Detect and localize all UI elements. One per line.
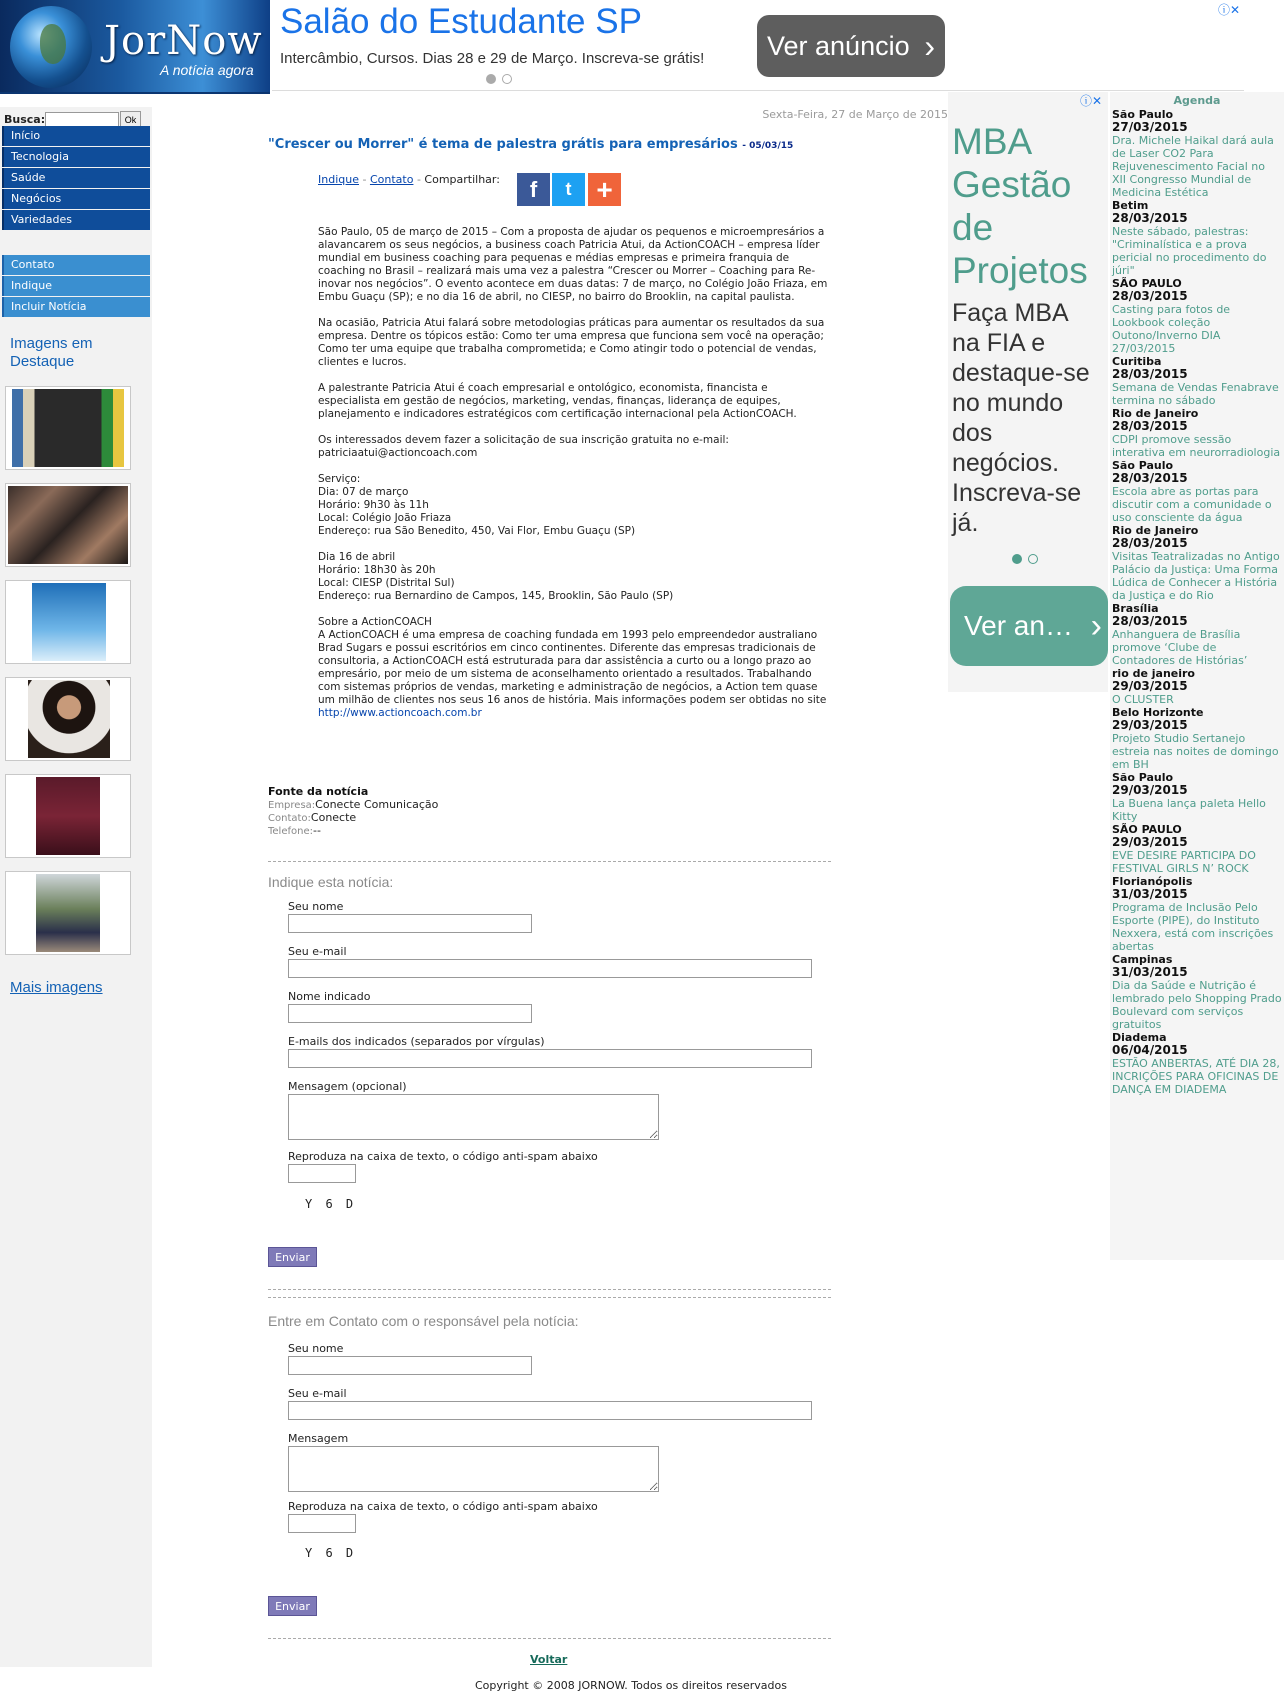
separator: - (362, 173, 370, 186)
article-title (268, 137, 848, 152)
agenda-event-date: 31/03/2015 (1112, 965, 1188, 979)
featured-image-thumb[interactable] (5, 774, 131, 858)
source-contact-label: Contato: (268, 813, 311, 824)
recommend-captcha-label: Reproduza na caixa de texto, o código anti-spam abaixo (288, 1150, 598, 1163)
article-title-text: "Crescer ou Morrer" é tema de palestra grátis para empresários (268, 137, 738, 152)
agenda-list (1110, 108, 1284, 1096)
agenda-event-city: Brasília (1112, 602, 1159, 615)
agenda-title: Agenda (1173, 94, 1221, 107)
left-sidebar (0, 107, 152, 1667)
chevron-right-icon: › (1090, 607, 1102, 645)
article-date: - 05/03/15 (742, 141, 794, 151)
agenda-event-city: Campinas (1112, 953, 1173, 966)
agenda-event[interactable] (1110, 407, 1284, 459)
agenda-event-link[interactable]: Anhanguera de Brasília promove ‘Clube de Contadores de Histórias’ (1112, 628, 1248, 667)
recommend-captcha-input[interactable] (288, 1164, 356, 1183)
pager-dot-active[interactable] (486, 74, 496, 84)
contact-captcha-input[interactable] (288, 1514, 356, 1533)
agenda-event-link[interactable]: Escola abre as portas para discutir com a comunidade o uso consciente da água (1112, 485, 1272, 524)
adchoices-icon[interactable]: ⓘ✕ (1080, 94, 1103, 108)
recommend-email-label: Seu e-mail (288, 945, 347, 958)
adchoices-icon[interactable]: ⓘ✕ (1217, 3, 1240, 17)
featured-image-thumb[interactable] (5, 580, 131, 664)
recommend-submit-button[interactable]: Enviar (268, 1247, 317, 1267)
top-ad-cta-label: Ver anúncio (767, 31, 910, 61)
featured-image-thumb[interactable] (5, 677, 131, 761)
agenda-event-date: 29/03/2015 (1112, 835, 1188, 849)
agenda-event-date: 28/03/2015 (1112, 614, 1188, 628)
agenda-event-link[interactable]: Programa de Inclusão Pelo Esporte (PIPE), do Instituto Nexxera, está com inscrições abertas (1112, 901, 1274, 953)
article-paragraph: Dia 16 de abril Horário: 18h30 às 20h Local: CIESP (Distrital Sul) Endereço: rua Bernardino de Campos, 145, Brooklin, São Paulo (SP) (318, 551, 674, 602)
featured-image-thumb[interactable] (5, 483, 131, 567)
book-cover-photo (36, 777, 100, 855)
dotted-divider (268, 1289, 831, 1290)
source-phone-label: Telefone: (268, 826, 313, 837)
agenda-event-link[interactable]: Neste sábado, palestras: "Criminalística e a prova pericial no procedimento do júri" (1112, 225, 1267, 277)
article-paragraph: Os interessados devem fazer a solicitação de sua inscrição gratuita no e-mail: patriciaatui@actioncoach.com (318, 434, 729, 459)
contact-captcha-code: Y 6 D (305, 1546, 357, 1560)
copyright-text: Copyright © 2008 JORNOW. Todos os direitos reservados (475, 1679, 787, 1692)
agenda-event-link[interactable]: Semana de Vendas Fenabrave termina no sábado (1112, 381, 1279, 407)
nav-item-indique[interactable]: Indique (2, 276, 150, 296)
about-title: Sobre a ActionCOACH (318, 616, 432, 628)
featured-image-thumb[interactable] (5, 871, 131, 955)
globe-icon (10, 6, 92, 88)
secondary-nav (2, 255, 150, 318)
site-header (0, 0, 1284, 92)
agenda-event-city: Betim (1112, 199, 1149, 212)
agenda-event-city: Curitiba (1112, 355, 1162, 368)
agenda-event[interactable] (1110, 108, 1284, 199)
side-ad-title[interactable]: MBA Gestão de Projetos (952, 121, 1088, 291)
agenda-event[interactable] (1110, 875, 1284, 953)
source-contact-value: Conecte (310, 811, 357, 824)
featured-image-thumb[interactable] (5, 386, 131, 470)
agenda-event-city: Belo Horizonte (1112, 706, 1204, 719)
top-ad-banner[interactable] (272, 0, 1244, 91)
agenda-event-date: 28/03/2015 (1112, 367, 1188, 381)
dotted-divider (268, 861, 831, 862)
agenda-event-date: 28/03/2015 (1112, 471, 1188, 485)
side-ad-banner[interactable] (948, 92, 1108, 692)
agenda-event-link[interactable]: Dra. Michele Haikal dará aula de Laser CO2 Para Rejuvenescimento Facial no XII Congresso Mundial de Medicina Estética (1112, 134, 1274, 199)
event-poster-photo (32, 583, 106, 661)
source-company-row (268, 798, 828, 811)
recipient-emails-label: E-mails dos indicados (separados por vírgulas) (288, 1035, 545, 1048)
agenda-event-link[interactable]: Casting para fotos de Lookbook coleção Outono/Inverno DIA 27/03/2015 (1112, 303, 1231, 355)
contact-message-textarea[interactable] (288, 1446, 659, 1492)
agenda-event[interactable] (1110, 459, 1284, 524)
article-paragraph: São Paulo, 05 de março de 2015 – Com a proposta de ajudar os pequenos e microempresários a alavancarem os seus negócios, a business coach Patricia Atui, da ActionCOACH – empresa líder mundial em business coaching para pequenas e médias empresas e primeira franquia de coaching no Brasil – realizará mais uma vez a palestra “Crescer ou Morrer – Coaching para Re-inovar nos negócios”. O evento acontece em duas datas: 7 de março, no Colégio João Friaza, em Embu Guaçu (SP); e no dia 16 de abril, no CIESP, no bairro do Brooklin, na capital paulista. (318, 226, 828, 303)
indique-link[interactable]: Indique (318, 173, 359, 186)
recommend-message-textarea[interactable] (288, 1094, 659, 1140)
agenda-event-date: 28/03/2015 (1112, 289, 1188, 303)
separator: - (416, 173, 425, 186)
recommend-message-label: Mensagem (opcional) (288, 1080, 407, 1093)
recommend-form-title: Indique esta notícia: (268, 874, 394, 890)
agenda-event-link[interactable]: La Buena lança paleta Hello Kitty (1112, 797, 1266, 823)
agenda-event-link[interactable]: Visitas Teatralizadas no Antigo Palácio da Justiça: Uma Forma Lúdica de Conhecer a História da Justiça e do Rio (1112, 550, 1280, 602)
agenda-event[interactable] (1110, 667, 1284, 706)
portrait-man-photo (12, 389, 124, 467)
contact-name-label: Seu nome (288, 1342, 344, 1355)
current-date: Sexta-Feira, 27 de Março de 2015 (762, 108, 948, 121)
recipient-name-input[interactable] (288, 1004, 532, 1023)
article-body (318, 226, 828, 720)
top-ad-cta-button[interactable] (757, 15, 945, 77)
search-button[interactable]: Ok (120, 111, 141, 129)
agenda-event[interactable] (1110, 602, 1284, 667)
nav-item-saude[interactable]: Saúde (2, 168, 150, 188)
agenda-event[interactable] (1110, 277, 1284, 355)
recipient-name-label: Nome indicado (288, 990, 371, 1003)
agenda-event-date: 28/03/2015 (1112, 419, 1188, 433)
top-ad-description[interactable]: Intercâmbio, Cursos. Dias 28 e 29 de Março. Inscreva-se grátis! (280, 50, 705, 67)
contact-name-input[interactable] (288, 1356, 532, 1375)
logo-tagline: A notícia agora (160, 62, 254, 78)
nav-item-variedades[interactable]: Variedades (2, 210, 150, 230)
agenda-event-date: 06/04/2015 (1112, 1043, 1188, 1057)
agenda-event-link[interactable]: CDPI promove sessão interativa em neurorradiologia (1112, 433, 1281, 459)
source-phone-row (268, 824, 828, 837)
agenda-event-link[interactable]: O CLUSTER (1112, 693, 1174, 706)
side-ad-description[interactable]: Faça MBA na FIA e destaque-se no mundo dos negócios. Inscreva-se já. (952, 299, 1090, 537)
article-tools (318, 173, 500, 186)
agenda-event-link[interactable]: Projeto Studio Sertanejo estreia nas noites de domingo em BH (1112, 732, 1279, 771)
agenda-event-city: rio de janeiro (1112, 667, 1195, 680)
recipient-emails-input[interactable] (288, 1049, 812, 1068)
source-company-value: Conecte Comunicação (315, 798, 439, 811)
agenda-event-date: 28/03/2015 (1112, 536, 1188, 550)
agenda-event-date: 31/03/2015 (1112, 887, 1188, 901)
agenda-event-date: 29/03/2015 (1112, 679, 1188, 693)
agenda-sidebar (1110, 92, 1284, 1260)
chevron-right-icon: › (924, 28, 935, 64)
more-share-icon[interactable]: + (588, 173, 621, 206)
twitter-share-icon[interactable]: t (552, 173, 585, 206)
source-phone-value: -- (313, 824, 321, 837)
couple-photo (36, 874, 100, 952)
dotted-divider (268, 1297, 831, 1298)
recommend-email-input[interactable] (288, 959, 812, 978)
agenda-event-city: São Paulo (1112, 771, 1174, 784)
agenda-event-link[interactable]: EVE DESIRE PARTICIPA DO FESTIVAL GIRLS N’ ROCK (1112, 849, 1256, 875)
agenda-event-link[interactable]: Dia da Saúde e Nutrição é lembrado pelo Shopping Prado Boulevard com serviços gratuitos (1112, 979, 1282, 1031)
nav-item-tecnologia[interactable]: Tecnologia (2, 147, 150, 167)
contato-link[interactable]: Contato (369, 173, 414, 186)
portrait-woman-photo (28, 680, 110, 758)
contact-message-label: Mensagem (288, 1432, 349, 1445)
agenda-event[interactable] (1110, 524, 1284, 602)
side-ad-cta-button[interactable] (950, 586, 1108, 666)
agenda-event-city: Rio de Janeiro (1112, 407, 1199, 420)
recommend-captcha-code: Y 6 D (305, 1197, 357, 1211)
top-ad-pager (486, 74, 518, 87)
contact-email-label: Seu e-mail (288, 1387, 347, 1400)
agenda-event-date: 29/03/2015 (1112, 783, 1188, 797)
article-paragraph: Serviço: Dia: 07 de março Horário: 9h30 às 11h Local: Colégio João Friaza Endereço: rua São Benedito, 450, Vai Flor, Embu Guaçu (SP) (318, 473, 636, 537)
top-ad-title[interactable]: Salão do Estudante SP (280, 2, 642, 41)
source-contact-row (268, 811, 828, 824)
more-images-link[interactable]: Mais imagens (10, 979, 103, 996)
nav-item-negocios[interactable]: Negócios (2, 189, 150, 209)
primary-nav (2, 126, 150, 231)
article-paragraph: A palestrante Patricia Atui é coach empresarial e ontológico, economista, financista e especialista em gestão de negócios, marketing, vendas, finanças, liderança de equipes, planejamento e indicadores estratégicos com certificação internacional pela ActionCOACH. (318, 382, 797, 420)
agenda-event[interactable] (1110, 771, 1284, 823)
recommend-name-label: Seu nome (288, 900, 344, 913)
share-label: Compartilhar: (424, 173, 500, 186)
agenda-event-city: Diadema (1112, 1031, 1167, 1044)
recommend-name-input[interactable] (288, 914, 532, 933)
band-photo (8, 486, 128, 564)
contact-captcha-label: Reproduza na caixa de texto, o código anti-spam abaixo (288, 1500, 598, 1513)
pager-dot[interactable] (1028, 554, 1038, 564)
agenda-event[interactable] (1110, 706, 1284, 771)
logo-name: JorNow (104, 18, 263, 64)
agenda-event[interactable] (1110, 823, 1284, 875)
contact-email-input[interactable] (288, 1401, 812, 1420)
contact-submit-button[interactable]: Enviar (268, 1596, 317, 1616)
article-paragraph: Na ocasião, Patricia Atui falará sobre metodologias práticas para aumentar os resultados da sua empresa. Dentre os tópicos estão: Como ter uma empresa que funciona sem você na operação; Como ter uma equipe que trabalha comprometida; e Como atingir todo o potencial de vendas, clientes e lucros. (318, 317, 825, 368)
nav-item-contato[interactable]: Contato (2, 255, 150, 275)
actioncoach-website-link[interactable]: http://www.actioncoach.com.br (318, 707, 482, 719)
agenda-event-city: SÃO PAULO (1112, 823, 1182, 836)
nav-item-incluir-noticia[interactable]: Incluir Notícia (2, 297, 150, 317)
site-logo[interactable] (0, 0, 270, 94)
agenda-event[interactable] (1110, 953, 1284, 1031)
agenda-event-city: São Paulo (1112, 108, 1174, 121)
pager-dot-active[interactable] (1012, 554, 1022, 564)
agenda-event-date: 28/03/2015 (1112, 211, 1188, 225)
contact-form-title: Entre em Contato com o responsável pela notícia: (268, 1313, 579, 1329)
side-ad-cta-label: Ver an… (964, 610, 1073, 641)
agenda-event-city: São Paulo (1112, 459, 1174, 472)
nav-item-inicio[interactable]: Início (2, 126, 150, 146)
agenda-event[interactable] (1110, 355, 1284, 407)
agenda-event[interactable] (1110, 1031, 1284, 1096)
agenda-event-city: Florianópolis (1112, 875, 1193, 888)
agenda-event-city: Rio de Janeiro (1112, 524, 1199, 537)
about-section (318, 616, 828, 720)
agenda-event-link[interactable]: ESTÃO ANBERTAS, ATÉ DIA 28, INCRIÇÕES PARA OFICINAS DE DANÇA EM DIADEMA (1112, 1057, 1280, 1096)
dotted-divider (268, 1638, 831, 1639)
pager-dot[interactable] (502, 74, 512, 84)
facebook-share-icon[interactable]: f (517, 173, 550, 206)
search-label: Busca: (4, 113, 46, 126)
source-company-label: Empresa: (268, 800, 316, 811)
back-link[interactable]: Voltar (530, 1653, 568, 1666)
source-title: Fonte da notícia (268, 785, 369, 798)
news-source (268, 785, 828, 837)
side-ad-pager (1012, 554, 1044, 567)
featured-images-title: Imagens em Destaque (10, 335, 93, 370)
agenda-event[interactable] (1110, 199, 1284, 277)
agenda-event-date: 27/03/2015 (1112, 120, 1188, 134)
agenda-event-city: SÃO PAULO (1112, 277, 1182, 290)
about-text: A ActionCOACH é uma empresa de coaching fundada em 1993 pelo empreendedor australiano Brad Sugars e possui escritórios em cinco continentes. Diferente das empresas tradicionais de consultoria, a ActionCOACH está estruturada para dar assistência a curto ou a longo prazo ao empresário, por meio de um sistema de aconselhamento orientado a resultados. Trabalhando com sistemas próprios de vendas, marketing e administração de negócios, a Action tem quase um milhão de clientes nos seus 16 anos de história. Mais informações podem ser obtidas no site (318, 629, 827, 706)
agenda-event-date: 29/03/2015 (1112, 718, 1188, 732)
